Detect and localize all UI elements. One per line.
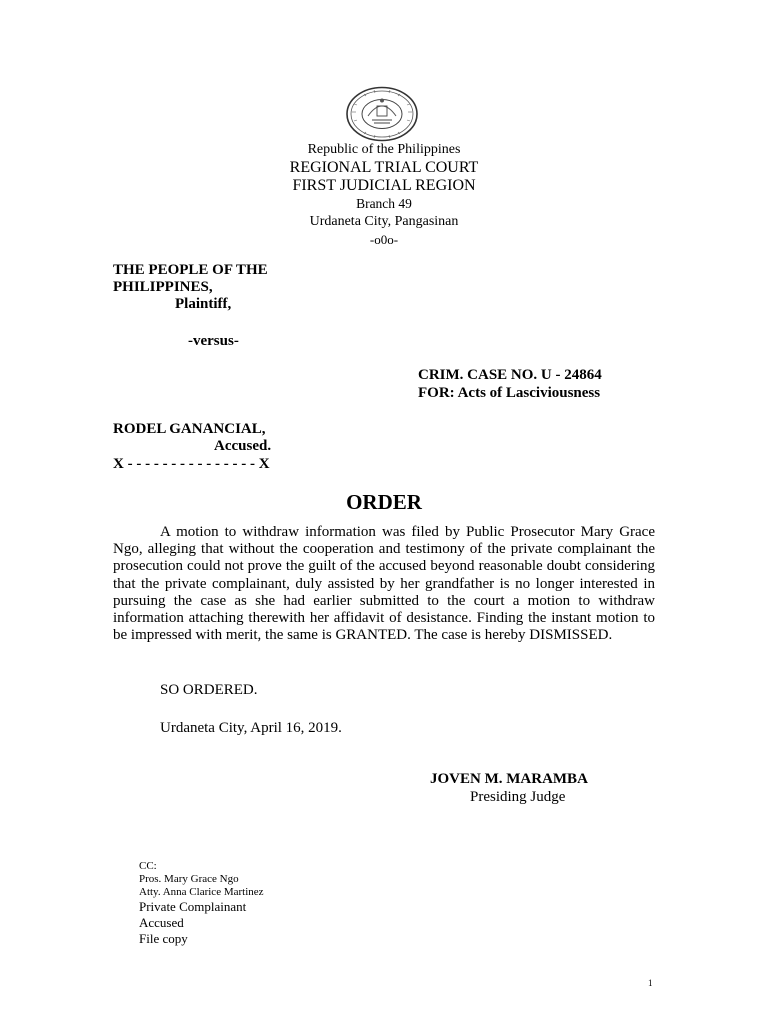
page-number: 1 (648, 978, 653, 988)
cc-label: CC: (139, 860, 157, 872)
caption-divider: X - - - - - - - - - - - - - - - X (113, 456, 270, 472)
accused-name: RODEL GANANCIAL, (113, 421, 266, 437)
cc-recipient: Pros. Mary Grace Ngo (139, 873, 239, 885)
cc-block (139, 860, 264, 947)
judge-name: JOVEN M. MARAMBA (430, 771, 588, 787)
case-number: CRIM. CASE NO. U - 24864 (418, 367, 602, 383)
case-offense: FOR: Acts of Lasciviousness (418, 385, 601, 401)
header-region: FIRST JUDICIAL REGION (292, 177, 476, 194)
order-title: ORDER (346, 490, 422, 514)
court-seal-icon (344, 86, 420, 142)
header-court: REGIONAL TRIAL COURT (289, 159, 479, 176)
cc-recipient: File copy (139, 931, 188, 946)
versus-label: -versus- (188, 333, 239, 349)
plaintiff-line1: THE PEOPLE OF THE (113, 262, 268, 278)
accused-role: Accused. (214, 438, 272, 454)
order-body: A motion to withdraw information was filed by Public Prosecutor Mary Grace Ngo, alleging that without the cooperation and testimony of the private complainant the prosecution could not prove the guilt of the accused beyond reasonable doubt considering that the private complainant, duly assisted by her grandfather is no longer interested in pursuing the case as she had earlier submitted to the court a motion to withdraw information attaching therewith her affidavit of desistance. Finding the instant motion to be impressed with merit, the same is GRANTED. The case is hereby DISMISSED. (113, 524, 655, 644)
cc-recipient: Atty. Anna Clarice Martinez (139, 886, 264, 898)
header-location: Urdaneta City, Pangasinan (309, 214, 459, 229)
plaintiff-role: Plaintiff, (175, 296, 232, 312)
cc-recipient: Accused (139, 915, 184, 930)
header-separator: -o0o- (369, 232, 399, 247)
header-republic: Republic of the Philippines (307, 142, 461, 157)
court-header (0, 141, 768, 249)
header-branch: Branch 49 (356, 196, 412, 211)
so-ordered: SO ORDERED. (160, 682, 258, 698)
cc-recipient: Private Complainant (139, 899, 247, 914)
plaintiff-line2: PHILIPPINES, (113, 279, 213, 295)
judge-title: Presiding Judge (470, 789, 566, 805)
order-date-line: Urdaneta City, April 16, 2019. (160, 720, 342, 736)
